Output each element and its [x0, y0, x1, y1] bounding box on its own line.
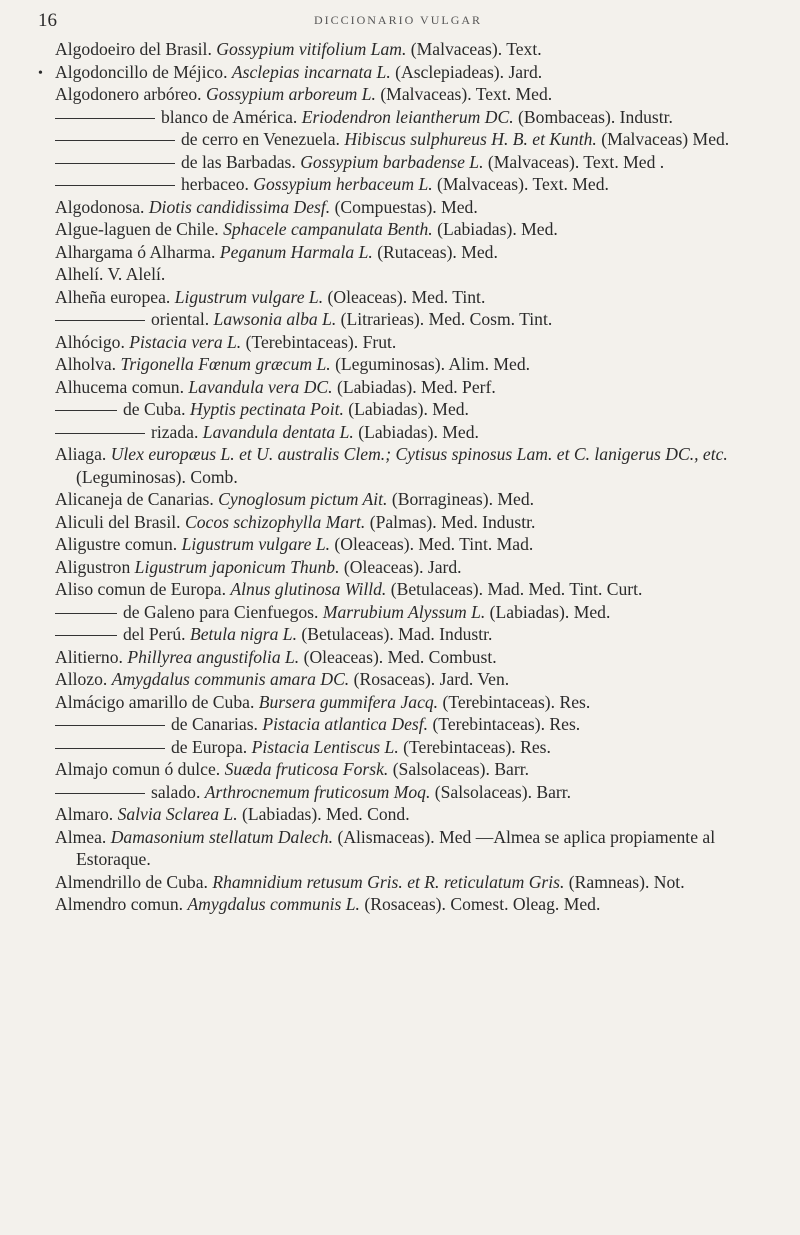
entry-latin-name: Gossypium arboreum L.: [205, 84, 376, 104]
entry-latin-name: Pistacia Lentiscus L.: [251, 736, 399, 757]
entry-family-uses: (Malvaceas). Text. Med .: [487, 151, 665, 172]
entry-latin-name: Pistacia vera L.: [129, 331, 242, 352]
entry-latin-name: Salvia Sclarea L.: [117, 804, 238, 824]
entry-common-name: Alhelí. V. Alelí.: [55, 264, 166, 284]
dictionary-entry: [55, 758, 785, 781]
entry-family-uses: (Salsolaceas). Barr.: [392, 759, 530, 779]
entry-latin-name: Ligustrum vulgare L.: [174, 286, 324, 307]
ditto-dash: [55, 118, 155, 119]
entry-family-uses: (Labiadas). Med. Cond.: [242, 804, 410, 824]
entry-family-uses: (Oleaceas). Jard.: [343, 556, 462, 577]
entry-latin-name: Hibiscus sulphureus H. B. et Kunth.: [344, 129, 597, 149]
ditto-dash: [55, 725, 165, 726]
entry-family-uses: (Malvaceas) Med.: [601, 129, 730, 149]
entry-family-uses: (Labiadas). Med.: [348, 399, 469, 419]
dictionary-entry: [55, 578, 785, 601]
entry-latin-name: Damasonium stellatum Dalech.: [110, 826, 334, 847]
entry-latin-name: Gossypium vitifolium Lam.: [216, 39, 407, 59]
ditto-dash: [55, 185, 175, 186]
entry-family-uses: (Alismaceas). Med —Almea se aplica propiamente al Estoraque.: [76, 826, 716, 869]
ditto-dash: [55, 748, 165, 749]
dictionary-entry: [55, 601, 785, 624]
entry-latin-name: Ligustrum vulgare L.: [181, 534, 330, 554]
entry-latin-name: Marrubium Alyssum L.: [322, 601, 486, 622]
ditto-dash: [55, 140, 175, 141]
entry-family-uses: (Malvaceas). Text. Med.: [437, 174, 609, 194]
dictionary-entry: [55, 668, 785, 691]
entry-common-name: Allozo.: [55, 669, 108, 689]
entry-common-name: de cerro en Venezuela.: [181, 129, 340, 149]
dictionary-entry: [55, 376, 785, 399]
entry-common-name: del Perú.: [123, 624, 186, 644]
entry-common-name: de Cuba.: [123, 399, 186, 419]
entry-common-name: Aliso comun de Europa.: [55, 579, 227, 599]
entry-common-name: Alhucema comun.: [55, 376, 184, 397]
dictionary-entry: [55, 61, 785, 84]
dictionary-entry: [55, 308, 785, 331]
ditto-dash: [55, 410, 117, 411]
entry-latin-name: Amygdalus communis L.: [187, 894, 360, 914]
entry-common-name: de Galeno para Cienfuegos.: [123, 601, 319, 622]
entry-common-name: de Canarias.: [171, 714, 258, 734]
entry-family-uses: (Leguminosas). Alim. Med.: [335, 354, 531, 374]
entry-latin-name: Arthrocnemum fruticosum Moq.: [204, 781, 431, 802]
dictionary-entry: [55, 398, 785, 421]
entry-common-name: Almendrillo de Cuba.: [55, 871, 208, 892]
entry-latin-name: Betula nigra L.: [189, 624, 297, 644]
dictionary-entry: [55, 196, 785, 219]
entry-family-uses: (Labiadas). Med.: [489, 601, 611, 622]
entry-common-name: Algodoeiro del Brasil.: [55, 39, 212, 59]
dictionary-entry: [55, 241, 785, 264]
entry-family-uses: (Malvaceas). Text. Med.: [380, 84, 553, 104]
entry-latin-name: Ulex europæus L. et U. australis Clem.; Cytisus spinosus Lam. et C. lanigerus DC., etc.: [110, 444, 728, 464]
dictionary-entry: [55, 623, 785, 646]
entry-latin-name: Diotis candidissima Desf.: [148, 196, 331, 217]
entry-common-name: salado.: [151, 781, 201, 802]
dictionary-entry: [55, 83, 785, 106]
entry-common-name: Aligustron: [55, 556, 131, 577]
entry-common-name: rizada.: [151, 421, 199, 442]
entry-family-uses: (Malvaceas). Text.: [410, 39, 542, 59]
entry-common-name: de las Barbadas.: [181, 151, 296, 172]
entry-latin-name: Trigonella Fœnum græcum L.: [120, 354, 331, 374]
entry-latin-name: Cocos schizophylla Mart.: [185, 511, 366, 532]
entry-latin-name: Phillyrea angustifolia L.: [127, 646, 300, 667]
entry-family-uses: (Terebintaceas). Res.: [432, 714, 581, 734]
entry-latin-name: Lavandula dentata L.: [202, 421, 354, 442]
entry-family-uses: (Bombaceas). Industr.: [518, 106, 673, 127]
entry-latin-name: Lavandula vera DC.: [188, 376, 333, 397]
entry-common-name: Aliculi del Brasil.: [55, 511, 181, 532]
dictionary-entry: [55, 646, 785, 669]
entry-common-name: Aliaga.: [55, 444, 107, 464]
dictionary-entry: [55, 286, 785, 309]
entry-latin-name: Asclepias incarnata L.: [231, 61, 391, 82]
entry-latin-name: Rhamnidium retusum Gris. et R. reticulatum Gris.: [212, 871, 565, 892]
entry-latin-name: Gossypium herbaceum L.: [253, 174, 433, 194]
entry-common-name: Alhócigo.: [55, 331, 125, 352]
running-head: DICCIONARIO VULGAR: [313, 13, 483, 27]
dictionary-entry: [55, 736, 785, 759]
entry-common-name: Almaro.: [55, 804, 114, 824]
entry-family-uses: (Labiadas). Med.: [437, 219, 558, 239]
entry-common-name: blanco de América.: [161, 106, 298, 127]
entry-family-uses: (Leguminosas). Comb.: [76, 466, 238, 487]
dictionary-entry: [55, 443, 785, 488]
entry-common-name: Almendro comun.: [55, 894, 184, 914]
entry-latin-name: Suæda fruticosa Forsk.: [224, 759, 389, 779]
dictionary-entry: [55, 353, 785, 376]
entry-common-name: Alicaneja de Canarias.: [55, 489, 214, 509]
entry-common-name: Algodonero arbóreo.: [55, 84, 202, 104]
entry-latin-name: Alnus glutinosa Willd.: [230, 579, 387, 599]
ditto-dash: [55, 613, 117, 614]
entry-common-name: oriental.: [151, 309, 210, 329]
dictionary-entry: [55, 128, 785, 151]
entry-list: [55, 38, 785, 916]
entry-family-uses: (Borragineas). Med.: [391, 489, 535, 509]
entry-common-name: Algodoncillo de Méjico.: [55, 61, 228, 82]
entry-latin-name: Cynoglosum pictum Ait.: [218, 489, 388, 509]
entry-family-uses: (Palmas). Med. Industr.: [369, 511, 536, 532]
entry-family-uses: (Betulaceas). Mad. Industr.: [301, 624, 493, 644]
entry-family-uses: (Litrarieas). Med. Cosm. Tint.: [340, 309, 553, 329]
dictionary-entry: [55, 556, 785, 579]
dictionary-entry: [55, 173, 785, 196]
entry-latin-name: Peganum Harmala L.: [219, 241, 373, 262]
ditto-dash: [55, 163, 175, 164]
entry-latin-name: Ligustrum japonicum Thunb.: [134, 556, 340, 577]
entry-common-name: Almea.: [55, 826, 107, 847]
entry-family-uses: (Terebintaceas). Res.: [442, 691, 591, 712]
entry-common-name: Alitierno.: [55, 646, 123, 667]
ditto-dash: [55, 433, 145, 434]
entry-family-uses: (Oleaceas). Med. Combust.: [303, 646, 497, 667]
dictionary-entry: [55, 106, 785, 129]
entry-common-name: Alheña europea.: [55, 286, 171, 307]
entry-latin-name: Gossypium barbadense L.: [300, 151, 484, 172]
entry-latin-name: Sphacele campanulata Benth.: [223, 219, 433, 239]
dictionary-entry: [55, 893, 785, 916]
entry-common-name: Aligustre comun.: [55, 534, 178, 554]
entry-latin-name: Hyptis pectinata Poit.: [189, 399, 344, 419]
dictionary-entry: [55, 713, 785, 736]
entry-common-name: Alhargama ó Alharma.: [55, 241, 216, 262]
entry-common-name: Almácigo amarillo de Cuba.: [55, 691, 255, 712]
entry-latin-name: Eriodendron leiantherum DC.: [301, 106, 514, 127]
entry-family-uses: (Terebintaceas). Frut.: [245, 331, 397, 352]
ditto-dash: [55, 635, 117, 636]
entry-family-uses: (Rosaceas). Comest. Oleag. Med.: [364, 894, 601, 914]
entry-family-uses: (Labiadas). Med.: [358, 421, 479, 442]
dictionary-entry: [55, 218, 785, 241]
entry-common-name: de Europa.: [171, 736, 248, 757]
dictionary-entry: [55, 263, 785, 286]
dictionary-entry: [55, 803, 785, 826]
page-number: 16: [38, 10, 57, 31]
entry-family-uses: (Compuestas). Med.: [334, 196, 478, 217]
dictionary-entry: [55, 826, 785, 871]
dictionary-entry: [55, 691, 785, 714]
dictionary-entry: [55, 421, 785, 444]
entry-latin-name: Amygdalus communis amara DC.: [111, 669, 350, 689]
entry-common-name: Alholva.: [55, 354, 117, 374]
ditto-dash: [55, 793, 145, 794]
entry-family-uses: (Labiadas). Med. Perf.: [336, 376, 496, 397]
entry-family-uses: (Rosaceas). Jard. Ven.: [353, 669, 510, 689]
dictionary-entry: [55, 511, 785, 534]
dictionary-entry: [55, 871, 785, 894]
entry-family-uses: (Rutaceas). Med.: [377, 241, 498, 262]
entry-latin-name: Lawsonia alba L.: [213, 309, 337, 329]
entry-family-uses: (Asclepiadeas). Jard.: [395, 61, 543, 82]
entry-latin-name: Pistacia atlantica Desf.: [262, 714, 429, 734]
dictionary-entry: [55, 38, 785, 61]
dictionary-entry: [55, 533, 785, 556]
dictionary-entry: [55, 488, 785, 511]
entry-common-name: Almajo comun ó dulce.: [55, 759, 221, 779]
entry-common-name: herbaceo.: [181, 174, 249, 194]
entry-family-uses: (Betulaceas). Mad. Med. Tint. Curt.: [390, 579, 643, 599]
entry-family-uses: (Oleaceas). Med. Tint. Mad.: [334, 534, 534, 554]
entry-family-uses: (Terebintaceas). Res.: [403, 736, 551, 757]
entry-family-uses: (Oleaceas). Med. Tint.: [327, 286, 486, 307]
entry-family-uses: (Ramneas). Not.: [568, 871, 685, 892]
entry-common-name: Algue-laguen de Chile.: [55, 219, 219, 239]
ditto-dash: [55, 320, 145, 321]
margin-bullet: •: [38, 66, 43, 81]
dictionary-entry: [55, 151, 785, 174]
entry-common-name: Algodonosa.: [55, 196, 145, 217]
entry-latin-name: Bursera gummifera Jacq.: [258, 691, 439, 712]
entry-family-uses: (Salsolaceas). Barr.: [434, 781, 572, 802]
dictionary-entry: [55, 781, 785, 804]
page-header: [38, 10, 758, 36]
dictionary-entry: [55, 331, 785, 354]
